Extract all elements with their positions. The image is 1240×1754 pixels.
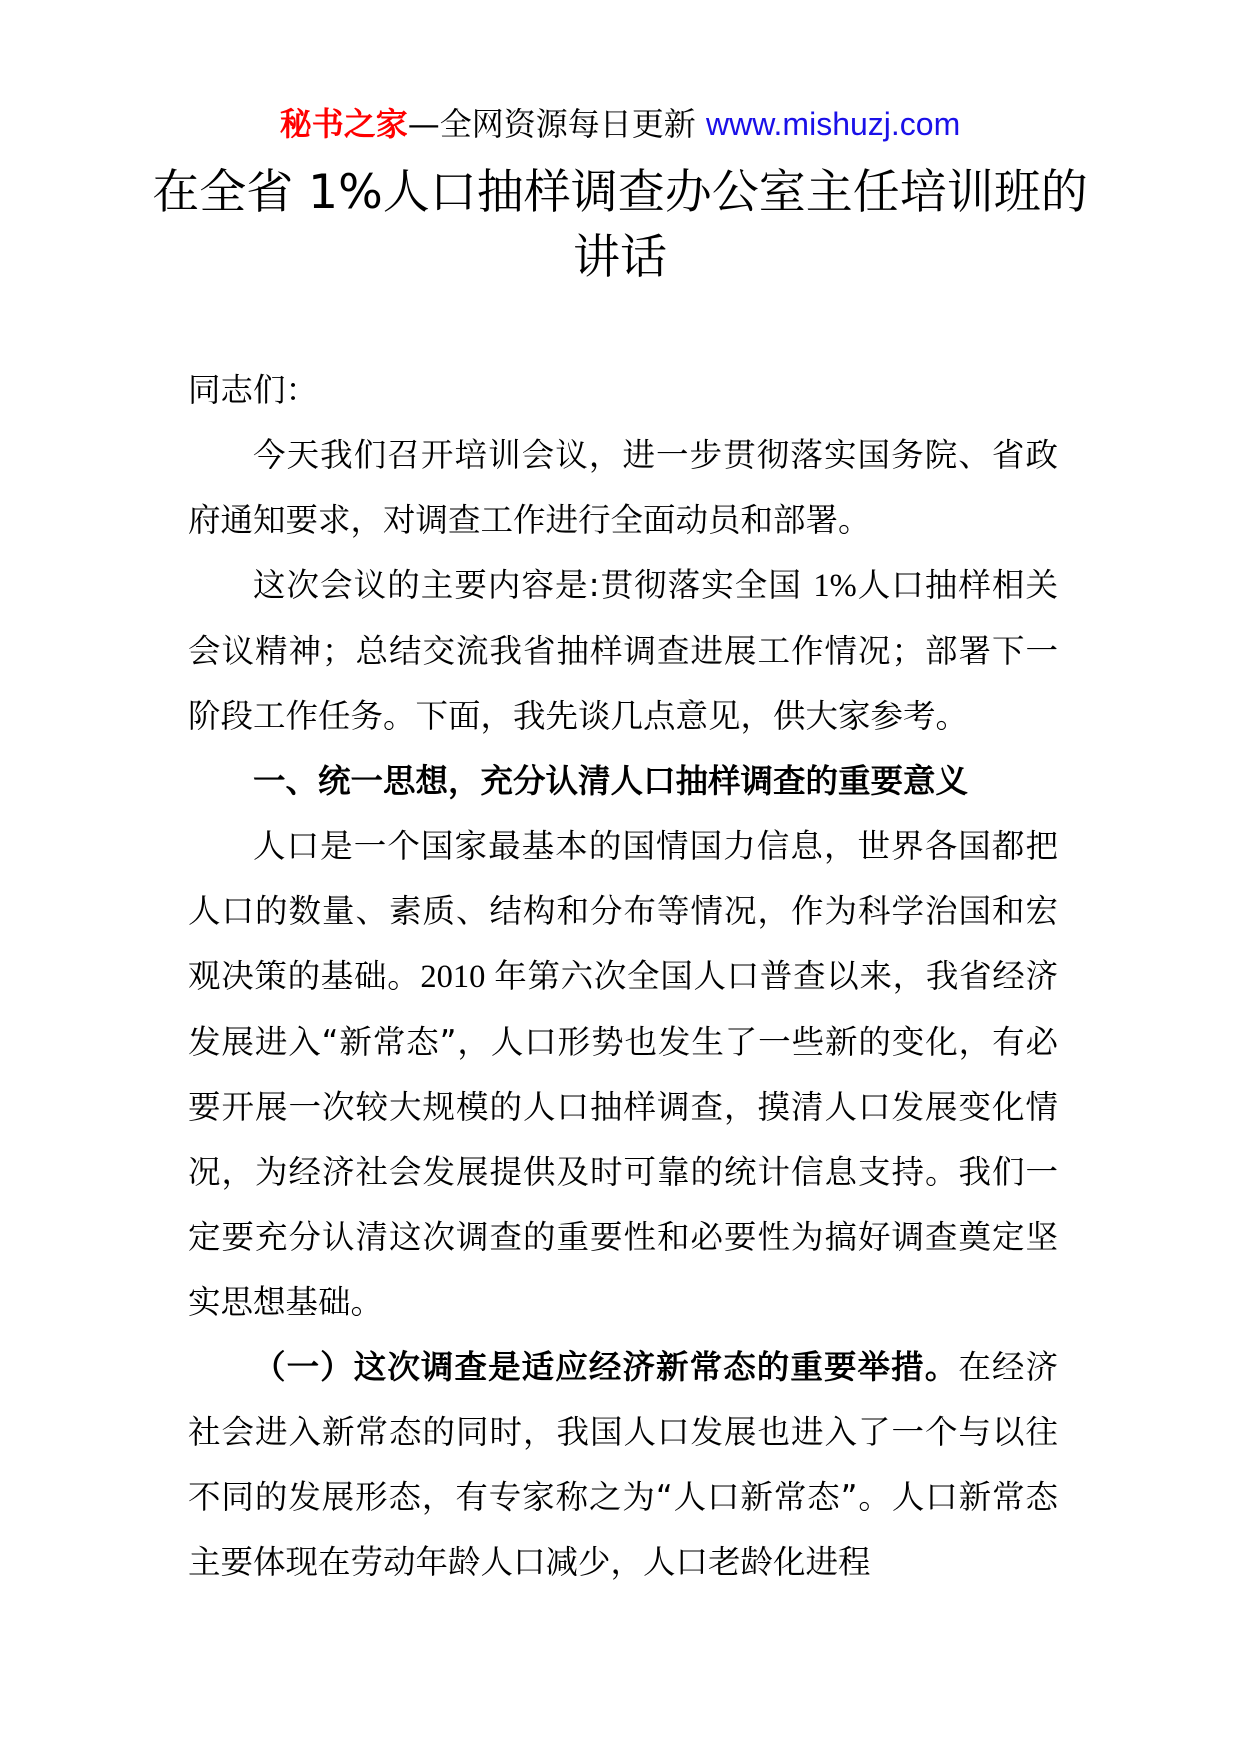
paragraph-2 [188, 553, 1058, 749]
paragraph-3 [188, 814, 1058, 1335]
paragraph-4 [188, 1335, 1058, 1595]
paragraph-2-text-a: 这次会议的主要内容是:贯彻落实全国 [253, 566, 814, 604]
paragraph-1: 今天我们召开培训会议，进一步贯彻落实国务院、省政府通知要求，对调查工作进行全面动员和部署。 [188, 436, 1058, 539]
site-url[interactable]: www.mishuzj.com [705, 106, 961, 142]
paragraph-2-percent: 1% [813, 568, 857, 604]
salutation: 同志们： [188, 371, 319, 409]
site-tagline: —全网资源每日更新 [407, 105, 706, 143]
paragraph-3-text-b: 年第六次全国人口普查以来，我省经济发展进入“新常态”，人口形势也发生了一些新的变化，有必要开展一次较大规模的人口抽样调查，摸清人口发展变化情况，为经济社会发展提供及时可靠的统计信息支持。我们一定要充分认清这次调查的重要性和必要性为搞好调查奠定坚实思想基础。 [188, 957, 1058, 1321]
section-heading-1: 一、统一思想，充分认清人口抽样调查的重要意义 [253, 762, 969, 800]
document-body [188, 358, 1058, 1595]
subsection-1-text: 在经济社会进入新常态的同时，我国人口发展也进入了一个与以往不同的发展形态，有专家称之为“人口新常态”。人口新常态主要体现在劳动年龄人口减少，人口老龄化进程 [188, 1348, 1058, 1581]
document-title: 在全省 1%人口抽样调查办公室主任培训班的讲话 [152, 165, 1088, 285]
paragraph-2-text-b: 人口抽样相关会议精神；总结交流我省抽样调查进展工作情况；部署下一阶段工作任务。下面，我先谈几点意见，供大家参考。 [188, 566, 1058, 735]
paragraph-3-text-a: 人口是一个国家最基本的国情国力信息，世界各国都把人口的数量、素质、结构和分布等情况，作为科学治国和宏观决策的基础。 [188, 827, 1058, 995]
subsection-heading-1: （一）这次调查是适应经济新常态的重要举措。 [253, 1348, 959, 1386]
site-header [0, 100, 1240, 148]
paragraph-3-year: 2010 [420, 959, 495, 995]
site-brand: 秘书之家 [279, 105, 408, 143]
